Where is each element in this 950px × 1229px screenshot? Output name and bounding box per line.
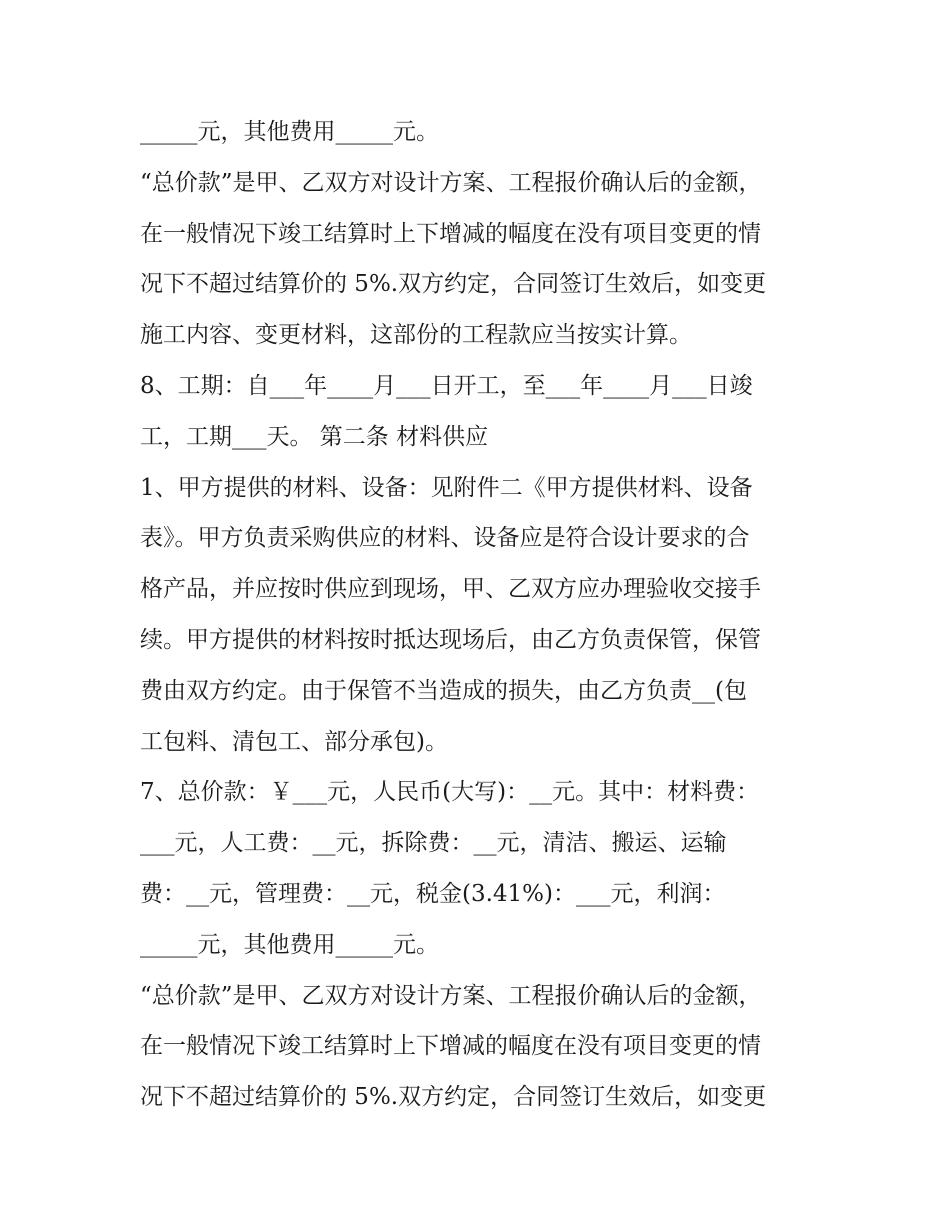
text-line: 施工内容、变更材料，这部份的工程款应当按实计算。 [140,322,692,349]
text-line: 况下不超过结算价的 5%.双方约定，合同签订生效后，如变更 [140,1084,767,1111]
text-line: 况下不超过结算价的 5%.双方约定，合同签订生效后，如变更 [140,271,767,298]
text-line: 7、总价款：￥___元，人民币(大写)：__元。其中：材料费： [140,779,760,806]
text-line: 格产品，并应按时供应到现场，甲、乙双方应办理验收交接手 [140,576,761,603]
text-line: “总价款”是甲、乙双方对设计方案、工程报价确认后的金额， [140,982,762,1009]
contract-text-body [140,107,820,1123]
text-line: _____元，其他费用_____元。 [140,119,439,145]
text-line: 工包料、清包工、部分承包)。 [140,728,448,755]
text-line: 在一般情况下竣工结算时上下增减的幅度在没有项目变更的情 [140,1033,761,1060]
text-line: 工，工期___天。 第二条 材料供应 [140,423,489,450]
text-line: ___元，人工费：__元，拆除费：__元，清洁、搬运、运输 [140,830,727,857]
text-line: 8、工期：自___年____月___日开工，至___年____月___日竣 [140,372,753,399]
text-line: 费由双方约定。由于保管不当造成的损失，由乙方负责__(包 [140,677,747,704]
text-line: 1、甲方提供的材料、设备：见附件二《甲方提供材料、设备 [140,474,753,501]
text-line: 在一般情况下竣工结算时上下增减的幅度在没有项目变更的情 [140,220,761,247]
text-line: 表》。甲方负责采购供应的材料、设备应是符合设计要求的合 [140,525,750,552]
text-line: “总价款”是甲、乙双方对设计方案、工程报价确认后的金额， [140,169,762,196]
text-line: 费：__元，管理费：__元，税金(3.41%)：___元，利润： [140,880,726,907]
text-line: _____元，其他费用_____元。 [140,931,439,958]
text-line: 续。甲方提供的材料按时抵达现场后，由乙方负责保管，保管 [140,626,761,653]
